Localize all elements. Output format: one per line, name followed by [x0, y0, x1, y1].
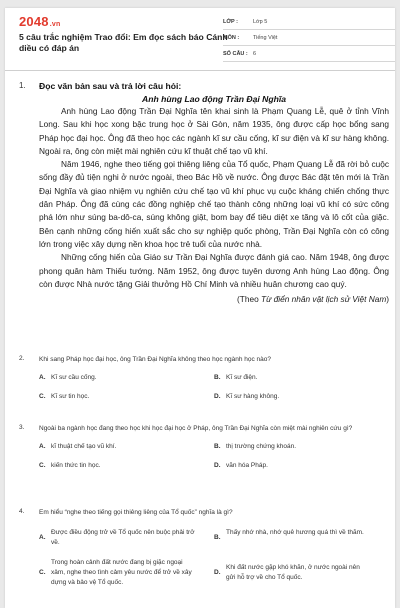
options [39, 373, 389, 403]
meta-value: Tiếng Việt [253, 34, 278, 41]
article-paragraph: Năm 1946, nghe theo tiếng gọi thiêng liêng của Tổ quốc, Phạm Quang Lễ đã rời bỏ cuộc sống đầy đủ tiện nghi ở nước ngoài, theo Bác Hồ về nước. Ông được Bác đặt tên mới là Trần Đại Nghĩa và giao nhiệm vụ nghiên cứu chế tạo vũ khí phục vụ cuộc kháng chiến chống thực dân Pháp. Ông đã cùng các đồng nghiệp chế tạo thành công những loại vũ khí có sức công phá lớn như súng ba-dô-ca, súng không giật, bom bay để tiêu diệt xe tăng và lô cốt của giặc. Bên cạnh những cống hiến xuất sắc cho sự nghiệp quốc phòng, Trần Đại Nghĩa còn có công lớn trong việc xây dựng nền khoa học trẻ tuổi của nước nhà. [39, 159, 389, 249]
meta-value: 6 [253, 50, 257, 57]
meta-value: Lớp 5 [253, 18, 268, 25]
question-text: Ngoài ba ngành học đang theo học khi học đại học ở Pháp, ông Trần Đại Nghĩa còn miệt mài nghiên cứu gì? [39, 425, 353, 432]
meta-row-subject [223, 30, 395, 46]
option-a[interactable]: A. Kĩ sư cầu cống. [39, 374, 97, 381]
question-4 [19, 508, 389, 606]
page-title: 5 câu trắc nghiệm Trao đổi: Em đọc sách báo Cánh diều có đáp án [19, 32, 228, 53]
page-header [5, 8, 395, 66]
option-a[interactable]: A. Được điều động trở về Tổ quốc nên buộc phải trở về. [39, 529, 195, 546]
meta-label: SỐ CÂU : [223, 50, 248, 57]
question-number: 2. [19, 355, 25, 362]
option-d[interactable]: D. Kĩ sư hàng không. [214, 393, 280, 400]
option-d[interactable]: D. Khi đất nước gặp khó khăn, ở nước ngoài nên gửi hỗ trợ về cho Tổ quốc. [214, 564, 360, 581]
option-b[interactable]: B. thị trường chứng khoán. [214, 443, 297, 450]
question-number: 3. [19, 424, 25, 431]
options [39, 442, 389, 472]
article-source: (Theo Từ điển nhân vật lịch sử Việt Nam) [237, 294, 389, 305]
meta-row-class [223, 14, 395, 30]
option-c[interactable]: C. Kĩ sư tin học. [39, 393, 90, 400]
question-2 [19, 355, 389, 403]
meta-label: MÔN : [223, 34, 240, 41]
option-a[interactable]: A. kĩ thuật chế tạo vũ khí. [39, 443, 117, 450]
question-3 [19, 424, 389, 472]
question-1 [19, 81, 389, 306]
meta-table [223, 14, 395, 62]
option-b[interactable]: B. Thấy nhớ nhà, nhớ quê hương quá thì về thăm. [214, 529, 364, 541]
meta-row-count [223, 46, 395, 62]
question-heading: Đọc văn bản sau và trả lời câu hỏi: [39, 81, 182, 91]
question-text: Em hiểu “nghe theo tiếng gọi thiêng liêng của Tổ quốc” nghĩa là gì? [39, 509, 233, 516]
option-b[interactable]: B. Kĩ sư điện. [214, 374, 258, 381]
worksheet-page [5, 8, 395, 608]
site-logo[interactable]: 2048.vn [19, 14, 61, 29]
article-title: Anh hùng Lao động Trần Đại Nghĩa [141, 94, 287, 104]
meta-label: LỚP : [223, 18, 238, 25]
options [39, 526, 389, 606]
article-paragraph: Những cống hiến của Giáo sư Trần Đại Nghĩa được đánh giá cao. Năm 1948, ông được phong quân hàm Thiếu tướng. Năm 1952, ông được tuyên dương Anh hùng Lao động. Ông còn được Nhà nước tặng Giải thưởng Hồ Chí Minh và nhiều huân chương cao quý. [39, 252, 389, 289]
header-divider [5, 70, 395, 71]
option-c[interactable]: C. kiến thức tin học. [39, 462, 101, 469]
option-d[interactable]: D. văn hóa Pháp. [214, 462, 268, 469]
question-number: 1. [19, 81, 26, 90]
question-text: Khi sang Pháp học đại học, ông Trần Đại Nghĩa không theo học ngành học nào? [39, 356, 272, 363]
question-number: 4. [19, 508, 25, 515]
article-paragraph: Anh hùng Lao động Trần Đại Nghĩa tên khai sinh là Phạm Quang Lễ, quê ở tỉnh Vĩnh Long. Sau khi học xong bậc trung học ở Sài Gòn, năm 1935, ông được cấp học bổng sang Pháp học đại học. Ông đã theo học các ngành kĩ sư cầu cống, kĩ sư điện và kĩ sư hàng không. Ngoài ra, ông còn miệt mài nghiên cứu kĩ thuật chế tạo vũ khí. [39, 106, 389, 156]
option-c[interactable]: C. Trong hoàn cảnh đất nước đang bị giặc ngoại xâm, nghe theo tình cảm yêu nước để trở về xây dựng và bảo vệ Tổ quốc. [39, 559, 192, 586]
